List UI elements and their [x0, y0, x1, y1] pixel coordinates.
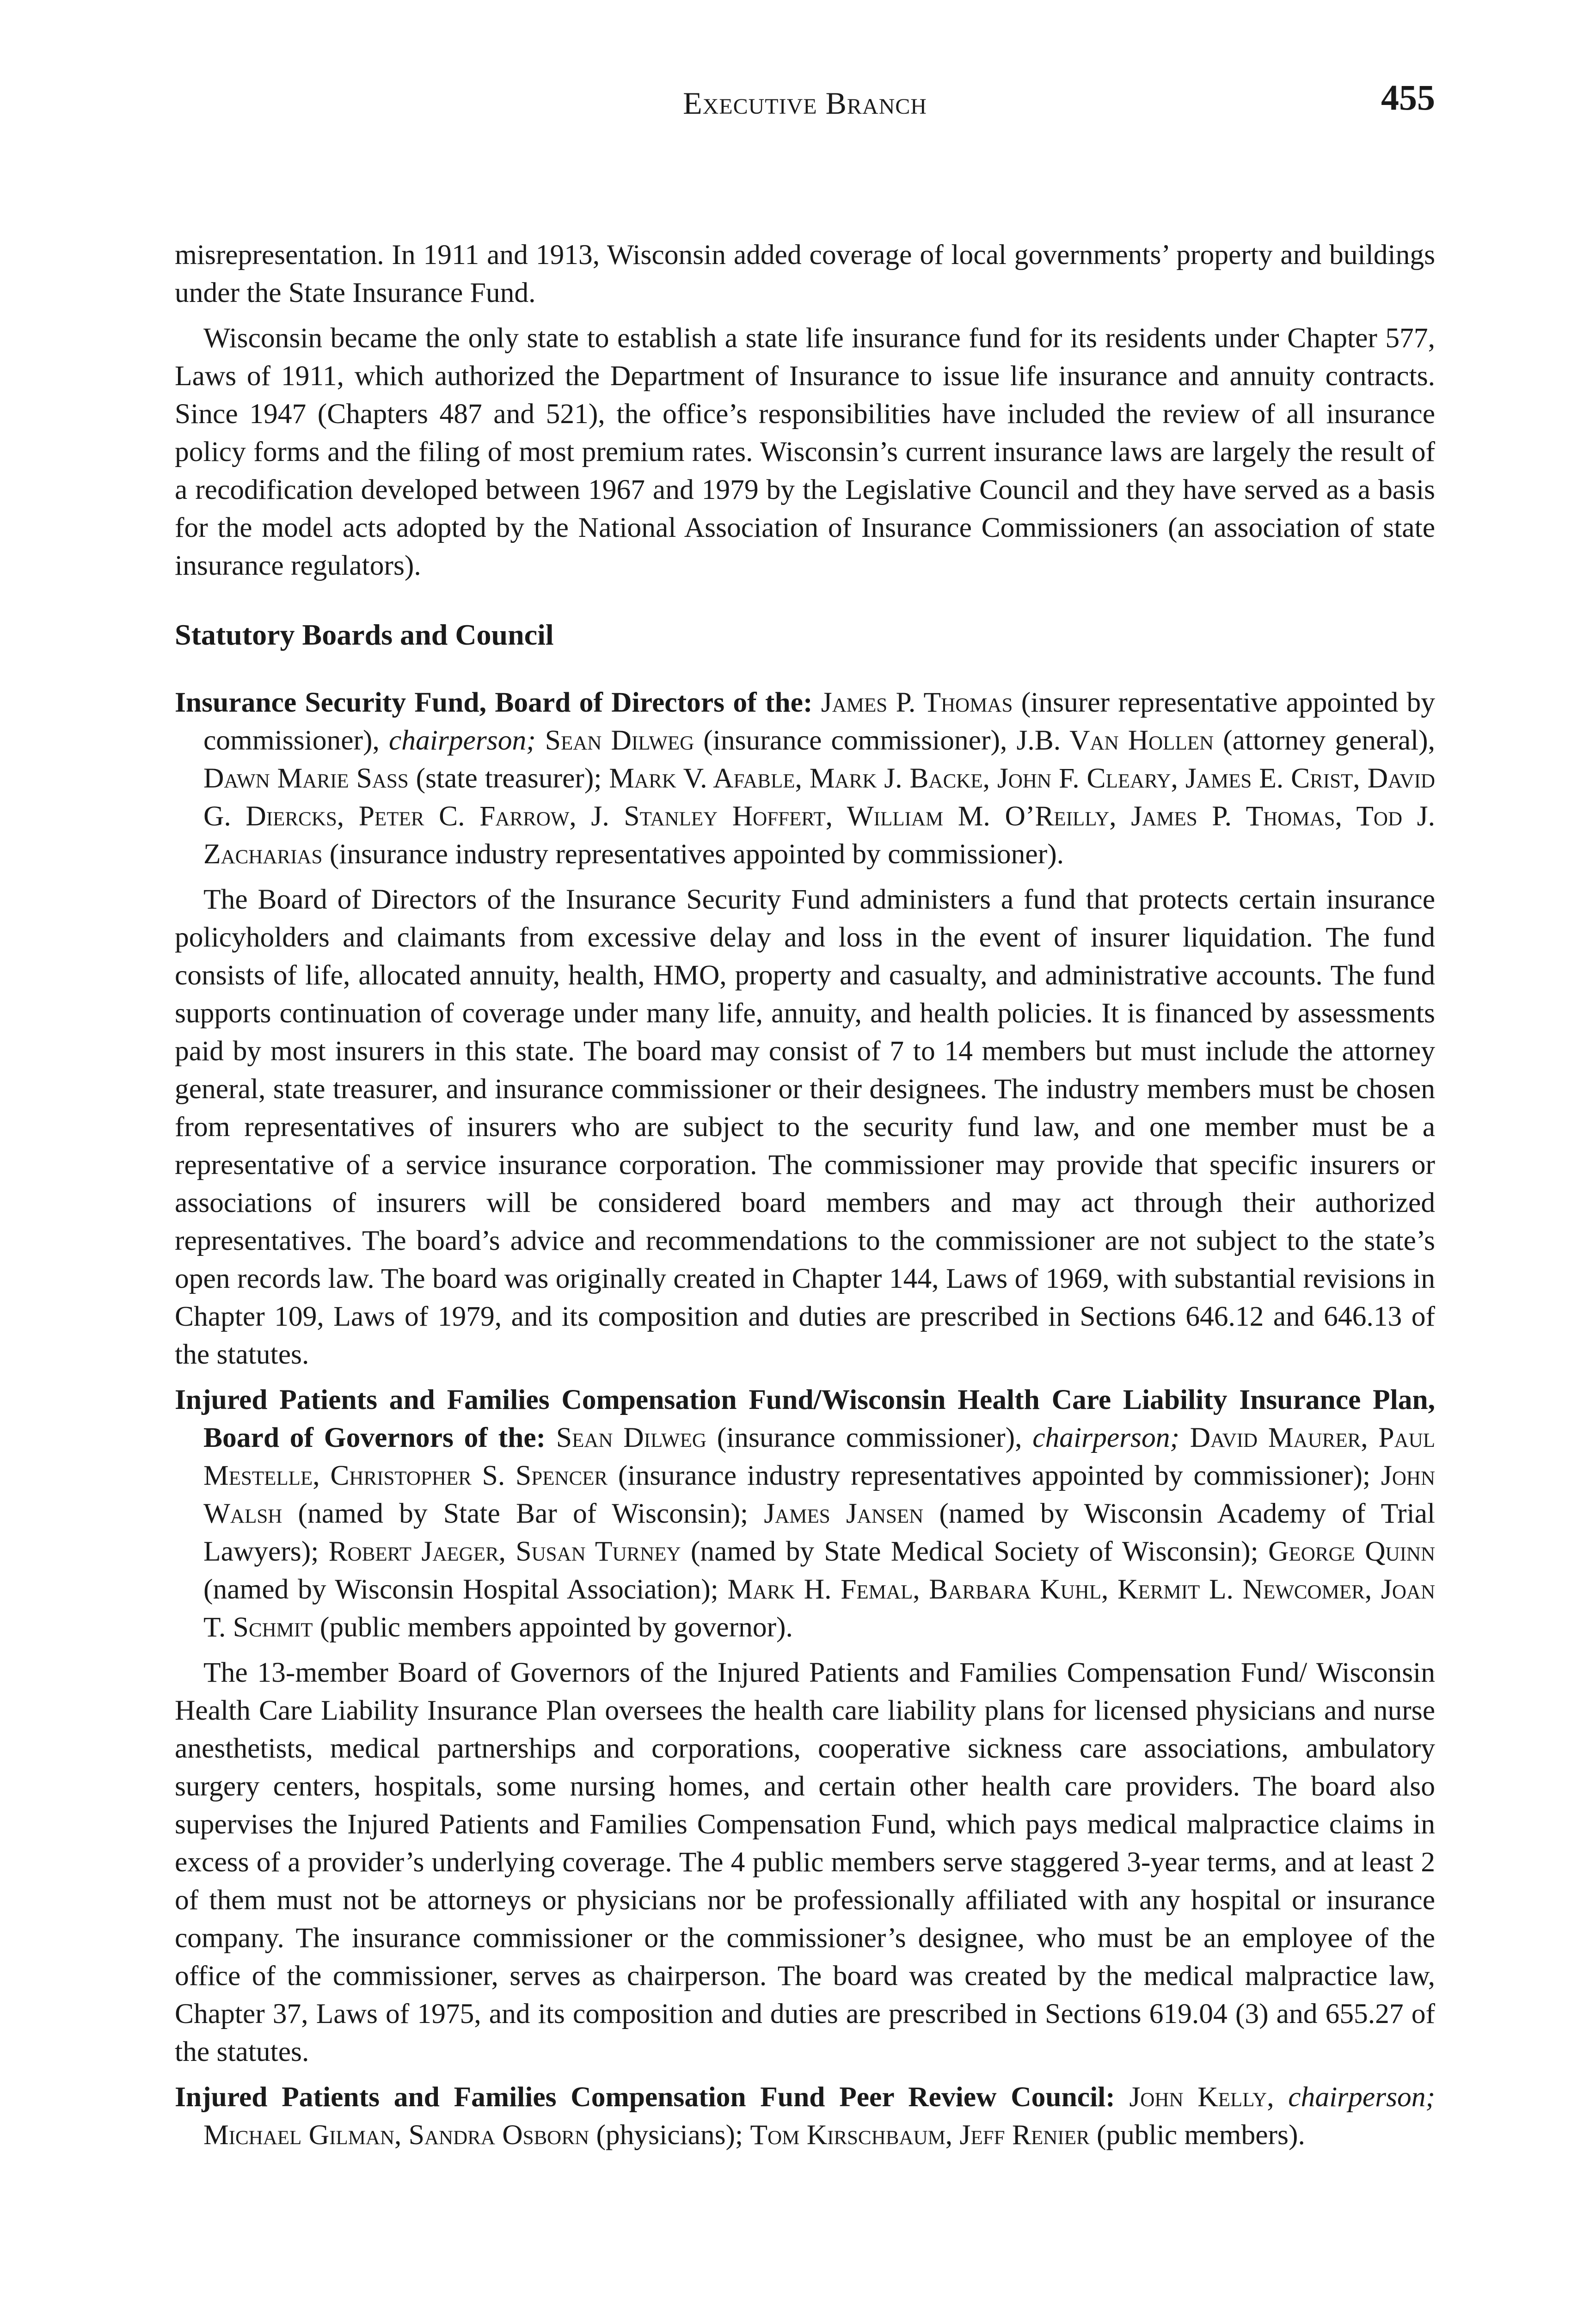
member-role: (named by State Medical Society of Wisconsin); [681, 1536, 1269, 1567]
document-page [175, 0, 1435, 2312]
entry-title: Injured Patients and Families Compensation Fund/Wisconsin Health Care Liability Insurance Plan, Board of Governors of the: [175, 1384, 1435, 1453]
paragraph: misrepresentation. In 1911 and 1913, Wisconsin added coverage of local governments’ property and buildings under the State Insurance Fund. [175, 239, 1435, 308]
board-entry-peer-review-council [175, 2078, 1435, 2154]
running-header [175, 77, 1435, 124]
member-name: James Jansen [764, 1498, 924, 1529]
chairperson-label: chairperson; [388, 725, 536, 756]
entry-title: Insurance Security Fund, Board of Directors of the: [175, 687, 813, 718]
chairperson-label: chairperson; [1032, 1422, 1179, 1453]
chairperson-label: chairperson; [1288, 2081, 1435, 2113]
member-name: J.B. Van Hollen [1016, 725, 1214, 756]
member-role: (public members appointed by governor). [313, 1611, 793, 1643]
member-name: Sean Dilweg [535, 725, 694, 756]
member-name: John Kelly, [1115, 2081, 1289, 2113]
member-role: (state treasurer); [408, 762, 609, 794]
member-names: Tom Kirschbaum, Jeff Renier [750, 2119, 1090, 2151]
member-role: (named by Wisconsin Hospital Association); [203, 1574, 728, 1605]
member-role: (named by State Bar of Wisconsin); [282, 1498, 764, 1529]
member-role: (insurer representative appointed by commissioner), [203, 687, 1435, 756]
member-names: Robert Jaeger, Susan Turney [328, 1536, 681, 1567]
member-names: Mark V. Afable, Mark J. Backe, John F. Cleary, James E. Crist, David G. Diercks, Peter C. Farrow, J. Stanley Hoffert, William M. O’Reilly, James P. Thomas, Tod J. Zacharias [203, 762, 1435, 870]
member-name: George Quinn [1268, 1536, 1436, 1567]
section-heading: Statutory Boards and Council [175, 618, 554, 651]
member-names: David Maurer, Paul Mestelle, Christopher S. Spencer [203, 1422, 1435, 1491]
member-role: (physicians); [589, 2119, 750, 2151]
member-role: (insurance commissioner), [694, 725, 1017, 756]
member-names: Mark H. Femal, Barbara Kuhl, Kermit L. Newcomer, Joan T. Schmit [203, 1574, 1435, 1643]
body-text [175, 236, 1435, 2154]
board-entry-insurance-security-fund [175, 683, 1435, 873]
paragraph: Wisconsin became the only state to establish a state life insurance fund for its residents under Chapter 577, Laws of 1911, which authorized the Department of Insurance to issue life insurance and annuity contracts. Since 1947 (Chapters 487 and 521), the office’s responsibilities have included the review of all insurance policy forms and the filing of most premium rates. Wisconsin’s current insurance laws are largely the result of a recodification developed between 1967 and 1979 by the Legislative Council and they have served as a basis for the model acts adopted by the National Association of Insurance Commissioners (an association of state insurance regulators). [175, 322, 1435, 581]
member-name: Dawn Marie Sass [203, 762, 409, 794]
member-names: Michael Gilman, Sandra Osborn [203, 2119, 589, 2151]
member-role: (public members). [1089, 2119, 1305, 2151]
member-name: James P. Thomas [812, 687, 1013, 718]
entry-description: The 13-member Board of Governors of the Injured Patients and Families Compensation Fund/ Wisconsin Health Care Liability Insurance Plan oversees the health care liability plans for licensed physicians and nurse anesthetists, medical partnerships and corporations, cooperative sickness care associations, ambulatory surgery centers, hospitals, some nursing homes, and certain other health care providers. The board also supervises the Injured Patients and Families Compensation Fund, which pays medical malpractice claims in excess of a provider’s underlying coverage. The 4 public members serve staggered 3-year terms, and at least 2 of them must not be attorneys or physicians nor be professionally affiliated with any hospital or insurance company. The insurance commissioner or the commissioner’s designee, who must be an employee of the office of the commissioner, serves as chairperson. The board was created by the medical malpractice law, Chapter 37, Laws of 1975, and its composition and duties are prescribed in Sections 619.04 (3) and 655.27 of the statutes. [175, 1657, 1435, 2067]
member-name: Sean Dilweg [546, 1422, 706, 1453]
page-number: 455 [1381, 77, 1435, 117]
member-role: (insurance commissioner), [706, 1422, 1033, 1453]
board-entry-injured-patients-fund-governors [175, 1381, 1435, 1646]
member-role: (insurance industry representatives appointed by commissioner). [322, 838, 1064, 870]
entry-description: The Board of Directors of the Insurance Security Fund administers a fund that protects certain insurance policyholders and claimants from excessive delay and loss in the event of insurer liquidation. The fund consists of life, allocated annuity, health, HMO, property and casualty, and administrative accounts. The fund supports continuation of coverage under many life, annuity, and health policies. It is financed by assessments paid by most insurers in this state. The board may consist of 7 to 14 members but must include the attorney general, state treasurer, and insurance commissioner or their designees. The industry members must be chosen from representatives of insurers who are subject to the security fund law, and one member must be a representative of a service insurance corporation. The commissioner may provide that specific insurers or associations of insurers will be considered board members and may act through their authorized representatives. The board’s advice and recommendations to the commissioner are not subject to the state’s open records law. The board was originally created in Chapter 144, Laws of 1969, with substantial revisions in Chapter 109, Laws of 1979, and its composition and duties are prescribed in Sections 646.12 and 646.13 of the statutes. [175, 884, 1435, 1370]
member-name: John Walsh [203, 1460, 1435, 1529]
member-role: (insurance industry representatives appointed by commissioner); [608, 1460, 1381, 1491]
member-role: (named by Wisconsin Academy of Trial Lawyers); [203, 1498, 1435, 1567]
running-title: Executive Branch [683, 86, 927, 121]
entry-title: Injured Patients and Families Compensation Fund Peer Review Council: [175, 2081, 1115, 2113]
member-role: (attorney general), [1214, 725, 1436, 756]
